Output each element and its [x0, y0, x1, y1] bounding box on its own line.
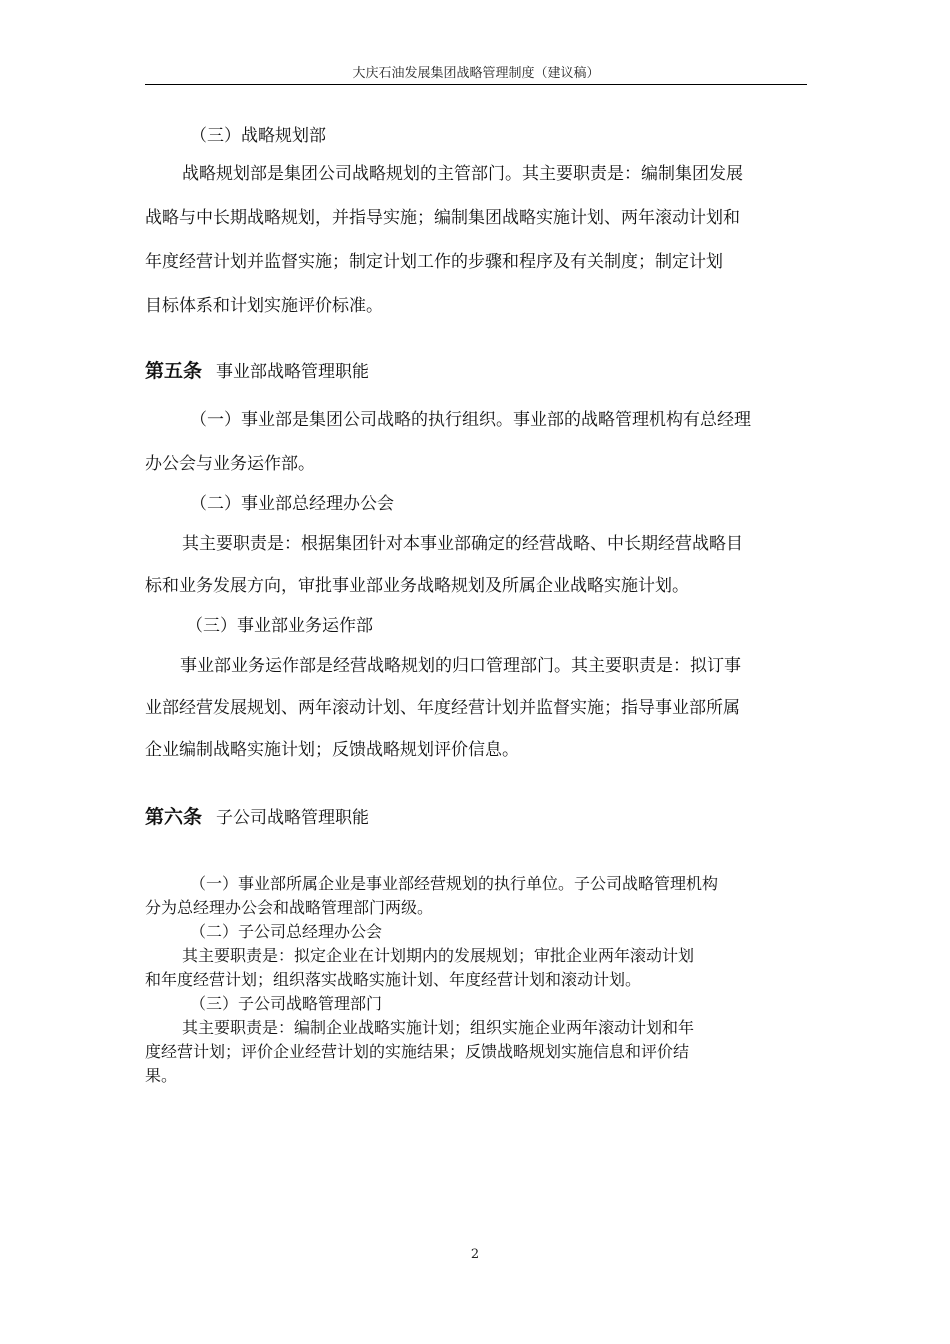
subsection-title: （三）事业部业务运作部 [186, 616, 373, 636]
paragraph-line: 分为总经理办公会和战略管理部门两级。 [145, 898, 434, 917]
article-number: 第六条 [145, 806, 203, 828]
paragraph-line: 果。 [145, 1066, 178, 1085]
paragraph-line: 企业编制战略实施计划；反馈战略规划评价信息。 [145, 740, 519, 760]
paragraph-line: （一）事业部是集团公司战略的执行组织。事业部的战略管理机构有总经理 [190, 410, 751, 430]
paragraph-line: 标和业务发展方向，审批事业部业务战略规划及所属企业战略实施计划。 [145, 576, 689, 596]
subsection-strategy-dept: （三）战略规划部 [190, 126, 326, 146]
paragraph-line: 战略与中长期战略规划，并指导实施；编制集团战略实施计划、两年滚动计划和 [145, 208, 740, 228]
paragraph-line: 业部经营发展规划、两年滚动计划、年度经营计划并监督实施；指导事业部所属 [145, 698, 740, 718]
paragraph-line: 办公会与业务运作部。 [145, 454, 315, 474]
article-heading [145, 358, 369, 385]
paragraph-line: 年度经营计划并监督实施；制定计划工作的步骤和程序及有关制度；制定计划 [145, 252, 723, 272]
subsection-title: （三）子公司战略管理部门 [190, 994, 383, 1013]
article-number: 第五条 [145, 360, 203, 382]
paragraph-line: 其主要职责是：根据集团针对本事业部确定的经营战略、中长期经营战略目 [182, 534, 743, 554]
page-header: 大庆石油发展集团战略管理制度（建议稿） [352, 66, 600, 81]
subsection-title: （二）事业部总经理办公会 [190, 494, 394, 514]
paragraph-line: （一）事业部所属企业是事业部经营规划的执行单位。子公司战略管理机构 [190, 874, 719, 893]
subsection-title: （二）子公司总经理办公会 [190, 922, 383, 941]
article-title: 子公司战略管理职能 [216, 808, 370, 828]
paragraph-line: 战略规划部是集团公司战略规划的主管部门。其主要职责是：编制集团发展 [182, 164, 743, 184]
paragraph-line: 其主要职责是：拟定企业在计划期内的发展规划；审批企业两年滚动计划 [182, 946, 695, 965]
paragraph-line: 和年度经营计划；组织落实战略实施计划、年度经营计划和滚动计划。 [145, 970, 642, 989]
page-number: 2 [470, 1247, 480, 1262]
article-title: 事业部战略管理职能 [216, 362, 370, 382]
paragraph-line: 事业部业务运作部是经营战略规划的归口管理部门。其主要职责是：拟订事 [180, 656, 741, 676]
paragraph-line: 目标体系和计划实施评价标准。 [145, 296, 383, 316]
header-divider [145, 84, 807, 85]
paragraph-line: 其主要职责是：编制企业战略实施计划；组织实施企业两年滚动计划和年 [182, 1018, 695, 1037]
paragraph-line: 度经营计划；评价企业经营计划的实施结果；反馈战略规划实施信息和评价结 [145, 1042, 690, 1061]
article-heading [145, 804, 369, 831]
